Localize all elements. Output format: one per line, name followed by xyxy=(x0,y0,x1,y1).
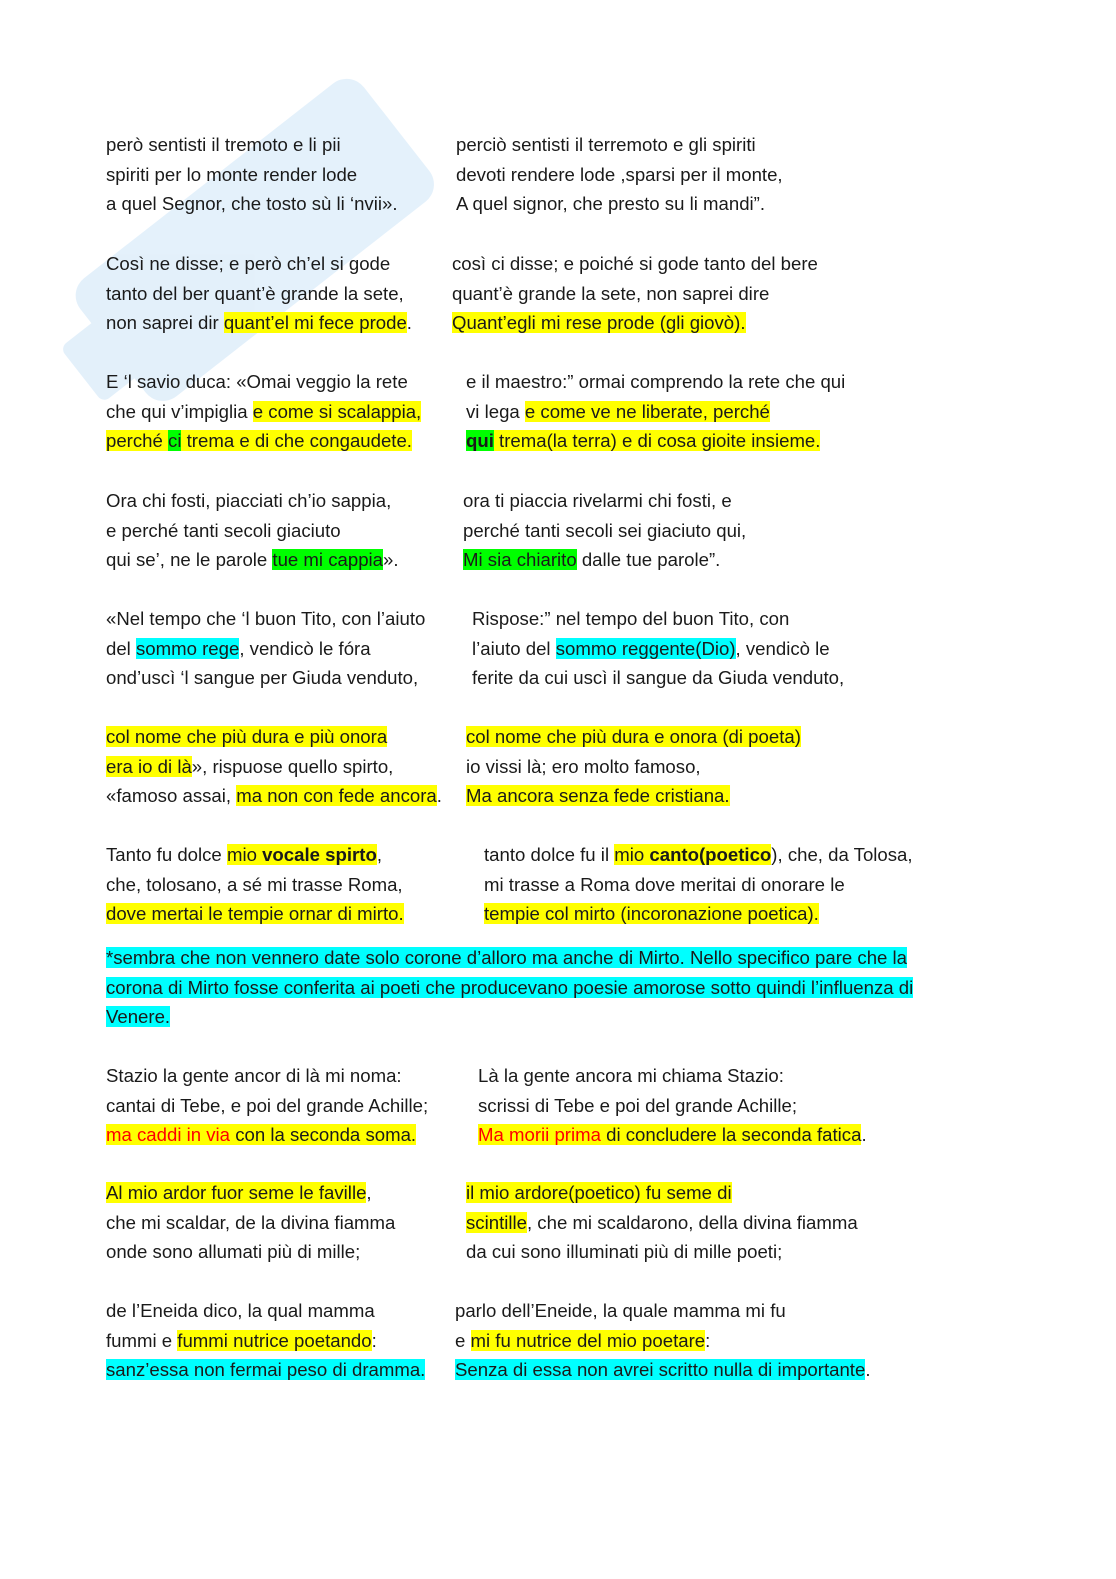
verse-segment: trema(la terra) e di cosa gioite insieme. xyxy=(493,430,821,452)
verse-segment: Ma morii prima xyxy=(478,1124,601,1146)
verse-segment: perché tanti secoli sei giaciuto qui, xyxy=(463,519,747,541)
verse-segment: che mi scaldar, de la divina fiamma xyxy=(106,1211,396,1233)
original-verse xyxy=(106,1358,425,1381)
paraphrase-verse xyxy=(466,784,730,807)
verse-row xyxy=(106,637,1006,667)
paraphrase-verse xyxy=(466,400,770,423)
verse-segment: e perché tanti secoli giaciuto xyxy=(106,519,341,541)
paraphrase-verse xyxy=(466,725,801,748)
original-verse xyxy=(106,1094,428,1117)
original-verse xyxy=(106,548,399,571)
verse-segment: sanz’essa non fermai peso di dramma. xyxy=(106,1359,426,1381)
stanza xyxy=(106,1064,1006,1153)
stanza xyxy=(106,489,1006,578)
verse-segment: ora ti piaccia rivelarmi chi fosti, e xyxy=(463,490,732,511)
verse-row xyxy=(106,607,1006,637)
verse-segment: , xyxy=(376,844,382,865)
verse-segment: e il maestro:” ormai comprendo la rete che qui xyxy=(466,371,846,392)
original-verse xyxy=(106,133,341,156)
original-verse xyxy=(106,163,357,186)
verse-segment: Stazio la gente ancor di là mi noma: xyxy=(106,1065,402,1086)
verse-segment: scrissi di Tebe e poi del grande Achille; xyxy=(478,1094,798,1116)
original-verse xyxy=(106,489,391,512)
verse-row xyxy=(106,1181,1006,1211)
verse-segment: ferite da cui uscì il sangue da Giuda venduto, xyxy=(472,667,845,689)
original-verse xyxy=(106,1299,375,1322)
verse-segment: spiriti per lo monte render lode xyxy=(106,163,358,185)
verse-row xyxy=(106,784,1006,814)
paraphrase-verse xyxy=(484,843,913,866)
paraphrase-verse xyxy=(463,489,732,512)
verse-segment: dove mertai le tempie ornar di mirto. xyxy=(106,903,404,925)
verse-row xyxy=(106,400,1006,430)
verse-segment: mio xyxy=(226,844,263,865)
original-verse xyxy=(106,873,403,896)
verse-segment: , xyxy=(366,1182,372,1203)
verse-row xyxy=(106,489,1006,519)
original-verse xyxy=(106,784,442,807)
paraphrase-verse xyxy=(466,1240,782,1263)
verse-segment: l’aiuto del xyxy=(472,637,556,659)
paraphrase-verse xyxy=(472,666,844,689)
verse-segment: », rispuose quello spirto, xyxy=(191,755,394,777)
verse-segment: «Nel tempo che ‘l buon Tito, con l’aiuto xyxy=(106,608,426,629)
paraphrase-verse xyxy=(466,429,820,452)
verse-segment: scintille xyxy=(466,1211,527,1233)
original-verse xyxy=(106,370,408,393)
verse-row xyxy=(106,370,1006,400)
verse-segment: ma caddi in via xyxy=(106,1124,231,1146)
verse-segment: tempie col mirto (incoronazione poetica). xyxy=(484,903,819,925)
verse-segment: vocale spirto xyxy=(262,844,377,865)
verse-row xyxy=(106,429,1006,459)
paraphrase-verse xyxy=(478,1094,797,1117)
verse-segment: sommo reggente(Dio) xyxy=(555,637,736,659)
verse-segment: e xyxy=(455,1329,471,1351)
verse-segment: sommo rege xyxy=(135,637,240,659)
verse-segment: col nome che più dura e onora (di poeta) xyxy=(466,726,801,747)
original-verse xyxy=(106,902,404,925)
verse-segment: de l’Eneida dico, la qual mamma xyxy=(106,1300,375,1321)
verse-segment: e come ve ne liberate, perché xyxy=(524,400,770,422)
paraphrase-verse xyxy=(472,607,789,630)
original-verse xyxy=(106,400,421,423)
footnote-line: Venere. xyxy=(106,1006,171,1028)
verse-segment: mi fu nutrice del mio poetare xyxy=(470,1329,706,1351)
paraphrase-verse xyxy=(472,637,830,660)
verse-segment: da cui sono illuminati più di mille poeti; xyxy=(466,1241,783,1263)
verse-row xyxy=(106,252,1006,282)
verse-segment: ond’uscì ‘l sangue per Giuda venduto, xyxy=(106,667,419,689)
verse-row xyxy=(106,282,1006,312)
verse-segment: quant’è grande la sete, non saprei dire xyxy=(452,282,770,304)
paraphrase-verse xyxy=(478,1123,867,1146)
verse-row xyxy=(106,163,1006,193)
verse-segment: Ora chi fosti, piacciati ch’io sappia, xyxy=(106,490,392,511)
stanza xyxy=(106,843,1006,932)
original-verse xyxy=(106,843,382,866)
paraphrase-verse xyxy=(455,1329,710,1352)
verse-segment: tanto del ber quant’è grande la sete, xyxy=(106,282,404,304)
verse-segment: vi lega xyxy=(466,400,525,422)
verse-segment: Quant’egli mi rese prode (gli giovò). xyxy=(452,312,746,334)
verse-segment: perciò sentisti il terremoto e gli spiriti xyxy=(456,134,756,155)
verse-segment: fummi e xyxy=(106,1329,178,1351)
verse-row xyxy=(106,1064,1006,1094)
verse-segment: Senza di essa non avrei scritto nulla di importante xyxy=(455,1359,866,1381)
verse-segment: qui se’, ne le parole xyxy=(106,549,273,571)
verse-segment: tanto dolce fu il xyxy=(484,844,615,865)
paraphrase-verse xyxy=(466,1211,858,1234)
verse-row xyxy=(106,1358,1006,1388)
verse-segment: era io di là xyxy=(106,755,192,777)
stanza xyxy=(106,133,1006,222)
paraphrase-verse xyxy=(452,282,769,305)
paraphrase-verse xyxy=(452,252,818,275)
verse-segment: Tanto fu dolce xyxy=(106,844,227,865)
verse-row xyxy=(106,843,1006,873)
verse-segment: , vendicò le xyxy=(735,637,830,659)
original-verse xyxy=(106,1064,402,1087)
original-verse xyxy=(106,666,418,689)
verse-segment: Rispose:” nel tempo del buon Tito, con xyxy=(472,608,790,629)
footnote-myrtle xyxy=(106,943,1006,1032)
verse-segment: ». xyxy=(383,549,399,571)
paraphrase-verse xyxy=(456,192,765,215)
original-verse xyxy=(106,607,425,630)
original-verse xyxy=(106,1123,416,1146)
verse-segment: : xyxy=(371,1329,377,1351)
paraphrase-verse xyxy=(463,519,746,542)
verse-row xyxy=(106,1240,1006,1270)
verse-segment: mi trasse a Roma dove meritai di onorare le xyxy=(484,873,845,895)
paraphrase-verse xyxy=(452,311,746,334)
verse-segment: E ‘l savio duca: «Omai veggio la rete xyxy=(106,371,408,392)
verse-row xyxy=(106,666,1006,696)
verse-segment: parlo dell’Eneide, la quale mamma mi fu xyxy=(455,1300,786,1321)
verse-row xyxy=(106,519,1006,549)
verse-segment: ci xyxy=(168,430,182,452)
verse-row xyxy=(106,192,1006,222)
original-verse xyxy=(106,429,412,452)
paraphrase-verse xyxy=(463,548,720,571)
verse-row xyxy=(106,1329,1006,1359)
verse-segment: quant’el mi fece prode xyxy=(223,312,407,334)
stanza xyxy=(106,252,1006,341)
verse-segment: fummi nutrice poetando xyxy=(177,1329,372,1351)
paraphrase-verse xyxy=(466,1181,732,1204)
verse-segment: Al mio ardor fuor seme le faville xyxy=(106,1182,367,1203)
paraphrase-verse xyxy=(456,163,783,186)
verse-segment: con la seconda soma. xyxy=(230,1124,417,1146)
paraphrase-verse xyxy=(455,1299,786,1322)
verse-segment: Ma ancora senza fede cristiana. xyxy=(466,785,730,807)
original-verse xyxy=(106,192,397,215)
verse-segment: . xyxy=(406,312,412,334)
verse-segment: e come si scalappia, xyxy=(252,400,422,422)
verse-segment: Mi sia chiarito xyxy=(463,549,577,571)
verse-segment: ), che, da Tolosa, xyxy=(771,844,913,865)
original-verse xyxy=(106,1181,372,1204)
verse-segment: . xyxy=(865,1359,871,1381)
verse-segment: dalle tue parole”. xyxy=(576,549,721,571)
original-verse xyxy=(106,725,387,748)
original-verse xyxy=(106,637,371,660)
verse-segment: , vendicò le fóra xyxy=(239,637,371,659)
verse-segment: . xyxy=(861,1124,867,1146)
verse-segment: «famoso assai, xyxy=(106,785,237,807)
stanza xyxy=(106,370,1006,459)
verse-segment: non saprei dir xyxy=(106,312,224,334)
verse-row xyxy=(106,755,1006,785)
verse-segment: di concludere la seconda fatica xyxy=(600,1124,862,1146)
verse-segment: del xyxy=(106,637,136,659)
verse-row xyxy=(106,902,1006,932)
paraphrase-verse xyxy=(478,1064,784,1087)
original-verse xyxy=(106,1211,395,1234)
paraphrase-verse xyxy=(466,755,701,778)
verse-segment: col nome che più dura e più onora xyxy=(106,726,388,747)
paraphrase-verse xyxy=(466,370,845,393)
stanza xyxy=(106,725,1006,814)
verse-segment: canto(poetico xyxy=(649,844,772,865)
verse-segment: onde sono allumati più di mille; xyxy=(106,1241,361,1263)
verse-segment: mio xyxy=(614,844,650,865)
original-verse xyxy=(106,252,390,275)
verse-segment: che, tolosano, a sé mi trasse Roma, xyxy=(106,873,403,895)
verse-row xyxy=(106,725,1006,755)
verse-segment: Così ne disse; e però ch’el si gode xyxy=(106,253,391,274)
verse-segment: così ci disse; e poiché si gode tanto del bere xyxy=(452,253,818,274)
verse-segment: : xyxy=(705,1329,711,1351)
verse-row xyxy=(106,1211,1006,1241)
footnote-line: *sembra che non vennero date solo corone d’alloro ma anche di Mirto. Nello specifico pare che la xyxy=(106,947,908,968)
verse-segment: io vissi là; ero molto famoso, xyxy=(466,755,701,777)
original-verse xyxy=(106,311,412,334)
verse-row xyxy=(106,1094,1006,1124)
verse-row xyxy=(106,873,1006,903)
stanza xyxy=(106,1181,1006,1270)
verse-segment: però sentisti il tremoto e li pii xyxy=(106,134,341,155)
paraphrase-verse xyxy=(456,133,756,156)
original-verse xyxy=(106,519,341,542)
original-verse xyxy=(106,1329,377,1352)
verse-segment: qui xyxy=(466,430,494,452)
original-verse xyxy=(106,755,393,778)
verse-segment: a quel Segnor, che tosto sù li ‘nvii». xyxy=(106,193,398,215)
verse-segment: . xyxy=(436,785,442,807)
paraphrase-verse xyxy=(484,873,845,896)
original-verse xyxy=(106,1240,360,1263)
verse-segment: il mio ardore(poetico) fu seme di xyxy=(466,1182,732,1203)
verse-segment: trema e di che congaudete. xyxy=(181,430,412,452)
verse-segment: , che mi scaldarono, della divina fiamma xyxy=(526,1211,858,1233)
verse-segment: che qui v’impiglia xyxy=(106,400,253,422)
paraphrase-verse xyxy=(484,902,819,925)
verse-segment: perché xyxy=(106,430,169,452)
stanza xyxy=(106,607,1006,696)
verse-segment: ma non con fede ancora xyxy=(236,785,437,807)
verse-row xyxy=(106,1299,1006,1329)
verse-segment: devoti rendere lode ,sparsi per il monte, xyxy=(456,163,783,185)
paraphrase-verse xyxy=(455,1358,871,1381)
verse-segment: A quel signor, che presto su li mandi”. xyxy=(456,193,766,215)
verse-segment: Là la gente ancora mi chiama Stazio: xyxy=(478,1065,784,1086)
verse-row xyxy=(106,311,1006,341)
verse-row xyxy=(106,133,1006,163)
verse-row xyxy=(106,548,1006,578)
verse-row xyxy=(106,1123,1006,1153)
verse-segment: cantai di Tebe, e poi del grande Achille; xyxy=(106,1094,429,1116)
original-verse xyxy=(106,282,404,305)
stanza xyxy=(106,1299,1006,1388)
verse-segment: tue mi cappia xyxy=(272,549,384,571)
footnote-line: corona di Mirto fosse conferita ai poeti che producevano poesie amorose sotto quindi l’influenza di xyxy=(106,976,914,998)
